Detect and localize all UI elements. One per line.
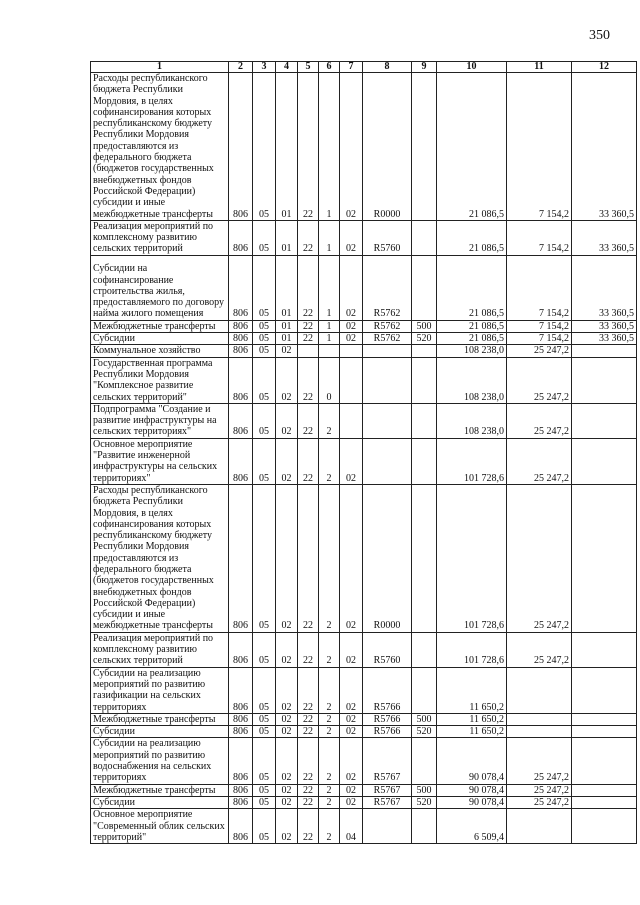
- code-section-cell: 05: [253, 796, 276, 808]
- code-subprogram-cell: 1: [319, 73, 340, 221]
- table-body: [91, 73, 637, 844]
- code-event-cell: 02: [340, 484, 363, 632]
- code-direction-cell: R5762: [363, 333, 412, 345]
- code-expense-type-cell: [412, 484, 437, 632]
- amount-year-1-cell: 108 238,0: [437, 345, 507, 357]
- code-section-cell: 05: [253, 403, 276, 438]
- code-event-cell: 02: [340, 320, 363, 332]
- code-section-cell: 05: [253, 438, 276, 484]
- code-event-cell: 02: [340, 333, 363, 345]
- table-row: [91, 726, 637, 738]
- amount-year-1-cell: 90 078,4: [437, 784, 507, 796]
- code-event-cell: 02: [340, 438, 363, 484]
- code-admin-cell: 806: [229, 738, 253, 784]
- row-name-cell: Коммунальное хозяйство: [91, 345, 229, 357]
- amount-year-2-cell: 25 247,2: [507, 796, 572, 808]
- table-row: [91, 784, 637, 796]
- code-subsection-cell: 01: [276, 255, 298, 320]
- code-expense-type-cell: [412, 220, 437, 255]
- table-row: [91, 796, 637, 808]
- code-event-cell: 02: [340, 726, 363, 738]
- amount-year-2-cell: [507, 809, 572, 844]
- code-admin-cell: 806: [229, 726, 253, 738]
- code-subsection-cell: 02: [276, 403, 298, 438]
- code-event-cell: 02: [340, 255, 363, 320]
- code-subprogram-cell: 2: [319, 738, 340, 784]
- code-section-cell: 05: [253, 357, 276, 403]
- column-header: 10: [437, 62, 507, 73]
- amount-year-3-cell: 33 360,5: [572, 255, 637, 320]
- amount-year-2-cell: 25 247,2: [507, 357, 572, 403]
- code-program-cell: 22: [298, 784, 319, 796]
- code-event-cell: 02: [340, 667, 363, 713]
- row-name-cell: Реализация мероприятий по комплексному развитию сельских территорий: [91, 220, 229, 255]
- code-subsection-cell: 02: [276, 345, 298, 357]
- code-direction-cell: [363, 403, 412, 438]
- code-event-cell: 04: [340, 809, 363, 844]
- amount-year-1-cell: 90 078,4: [437, 738, 507, 784]
- amount-year-3-cell: 33 360,5: [572, 73, 637, 221]
- code-expense-type-cell: [412, 809, 437, 844]
- code-admin-cell: 806: [229, 484, 253, 632]
- table-row: [91, 345, 637, 357]
- code-event-cell: [340, 357, 363, 403]
- column-header: 6: [319, 62, 340, 73]
- code-direction-cell: [363, 357, 412, 403]
- code-expense-type-cell: [412, 345, 437, 357]
- code-subsection-cell: 02: [276, 667, 298, 713]
- column-header: 11: [507, 62, 572, 73]
- row-name-cell: Государственная программа Республики Мордовия "Комплексное развитие сельских территорий": [91, 357, 229, 403]
- code-event-cell: 02: [340, 784, 363, 796]
- amount-year-1-cell: 21 086,5: [437, 255, 507, 320]
- code-section-cell: 05: [253, 255, 276, 320]
- code-expense-type-cell: [412, 357, 437, 403]
- amount-year-3-cell: [572, 357, 637, 403]
- code-subsection-cell: 02: [276, 713, 298, 725]
- column-header: 5: [298, 62, 319, 73]
- code-admin-cell: 806: [229, 667, 253, 713]
- code-section-cell: 05: [253, 220, 276, 255]
- row-name-cell: Основное мероприятие "Развитие инженерной инфраструктуры на сельских территориях": [91, 438, 229, 484]
- code-admin-cell: 806: [229, 73, 253, 221]
- amount-year-2-cell: 7 154,2: [507, 255, 572, 320]
- code-event-cell: 02: [340, 738, 363, 784]
- header-row: [91, 62, 637, 73]
- code-program-cell: 22: [298, 713, 319, 725]
- code-subsection-cell: 01: [276, 320, 298, 332]
- table-row: [91, 220, 637, 255]
- amount-year-2-cell: [507, 667, 572, 713]
- code-program-cell: 22: [298, 357, 319, 403]
- code-program-cell: 22: [298, 255, 319, 320]
- code-direction-cell: R5760: [363, 632, 412, 667]
- amount-year-1-cell: 6 509,4: [437, 809, 507, 844]
- row-name-cell: Субсидии на реализацию мероприятий по развитию газификации на сельских территориях: [91, 667, 229, 713]
- amount-year-2-cell: [507, 726, 572, 738]
- code-direction-cell: R5766: [363, 726, 412, 738]
- table-row: [91, 73, 637, 221]
- code-expense-type-cell: [412, 403, 437, 438]
- page-number: 350: [589, 28, 610, 43]
- amount-year-1-cell: 108 238,0: [437, 403, 507, 438]
- code-expense-type-cell: 500: [412, 784, 437, 796]
- amount-year-3-cell: 33 360,5: [572, 320, 637, 332]
- column-header: 9: [412, 62, 437, 73]
- column-header: 7: [340, 62, 363, 73]
- code-subsection-cell: 02: [276, 784, 298, 796]
- code-direction-cell: [363, 438, 412, 484]
- code-subsection-cell: 02: [276, 809, 298, 844]
- table-row: [91, 738, 637, 784]
- row-name-cell: Межбюджетные трансферты: [91, 784, 229, 796]
- code-direction-cell: R5766: [363, 713, 412, 725]
- code-direction-cell: R5762: [363, 320, 412, 332]
- amount-year-2-cell: 25 247,2: [507, 403, 572, 438]
- table-row: [91, 809, 637, 844]
- code-event-cell: 02: [340, 796, 363, 808]
- amount-year-2-cell: 7 154,2: [507, 73, 572, 221]
- code-subprogram-cell: 2: [319, 632, 340, 667]
- code-direction-cell: R5762: [363, 255, 412, 320]
- amount-year-3-cell: [572, 667, 637, 713]
- code-subsection-cell: 01: [276, 220, 298, 255]
- amount-year-3-cell: [572, 713, 637, 725]
- code-direction-cell: [363, 809, 412, 844]
- code-section-cell: 05: [253, 632, 276, 667]
- row-name-cell: Основное мероприятие "Современный облик сельских территорий": [91, 809, 229, 844]
- code-direction-cell: R0000: [363, 73, 412, 221]
- code-section-cell: 05: [253, 320, 276, 332]
- code-program-cell: 22: [298, 403, 319, 438]
- amount-year-1-cell: 90 078,4: [437, 796, 507, 808]
- code-expense-type-cell: 520: [412, 333, 437, 345]
- code-admin-cell: 806: [229, 713, 253, 725]
- code-event-cell: 02: [340, 713, 363, 725]
- table-row: [91, 357, 637, 403]
- code-subprogram-cell: 2: [319, 809, 340, 844]
- amount-year-3-cell: [572, 726, 637, 738]
- code-direction-cell: R5766: [363, 667, 412, 713]
- code-admin-cell: 806: [229, 320, 253, 332]
- amount-year-3-cell: 33 360,5: [572, 333, 637, 345]
- code-subsection-cell: 02: [276, 796, 298, 808]
- amount-year-1-cell: 21 086,5: [437, 320, 507, 332]
- code-program-cell: 22: [298, 726, 319, 738]
- amount-year-1-cell: 11 650,2: [437, 726, 507, 738]
- code-direction-cell: R5767: [363, 738, 412, 784]
- column-header: 3: [253, 62, 276, 73]
- amount-year-3-cell: [572, 403, 637, 438]
- code-event-cell: 02: [340, 73, 363, 221]
- table-row: [91, 320, 637, 332]
- code-subsection-cell: 02: [276, 726, 298, 738]
- table-row: [91, 403, 637, 438]
- row-name-cell: Реализация мероприятий по комплексному развитию сельских территорий: [91, 632, 229, 667]
- amount-year-1-cell: 11 650,2: [437, 667, 507, 713]
- code-section-cell: 05: [253, 738, 276, 784]
- code-section-cell: 05: [253, 667, 276, 713]
- amount-year-1-cell: 101 728,6: [437, 632, 507, 667]
- table-row: [91, 438, 637, 484]
- column-header: 12: [572, 62, 637, 73]
- amount-year-1-cell: 108 238,0: [437, 357, 507, 403]
- code-expense-type-cell: [412, 667, 437, 713]
- amount-year-2-cell: 25 247,2: [507, 784, 572, 796]
- table-row: [91, 333, 637, 345]
- code-direction-cell: [363, 345, 412, 357]
- code-event-cell: 02: [340, 220, 363, 255]
- code-subsection-cell: 02: [276, 438, 298, 484]
- amount-year-3-cell: [572, 738, 637, 784]
- code-direction-cell: R5767: [363, 784, 412, 796]
- code-subprogram-cell: 2: [319, 784, 340, 796]
- row-name-cell: Субсидии: [91, 726, 229, 738]
- code-program-cell: 22: [298, 809, 319, 844]
- code-expense-type-cell: [412, 738, 437, 784]
- row-name-cell: Подпрограмма "Создание и развитие инфраструктуры на сельских территориях": [91, 403, 229, 438]
- row-name-cell: Субсидии на реализацию мероприятий по развитию водоснабжения на сельских территориях: [91, 738, 229, 784]
- code-section-cell: 05: [253, 713, 276, 725]
- code-program-cell: 22: [298, 220, 319, 255]
- code-section-cell: 05: [253, 345, 276, 357]
- code-direction-cell: R0000: [363, 484, 412, 632]
- amount-year-2-cell: 25 247,2: [507, 345, 572, 357]
- code-expense-type-cell: [412, 632, 437, 667]
- row-name-cell: Расходы республиканского бюджета Республики Мордовия, в целях софинансирования которых республиканскому бюджету Республики Мордовия предоставляются из федерального бюджета (бюджетов государственных внебюджетных фондов Российской Федерации) субсидии и иные межбюджетные трансферты: [91, 73, 229, 221]
- code-program-cell: 22: [298, 333, 319, 345]
- budget-table: [90, 61, 637, 844]
- code-admin-cell: 806: [229, 632, 253, 667]
- row-name-cell: Субсидии: [91, 333, 229, 345]
- code-section-cell: 05: [253, 784, 276, 796]
- code-direction-cell: R5767: [363, 796, 412, 808]
- code-subprogram-cell: [319, 345, 340, 357]
- code-section-cell: 05: [253, 726, 276, 738]
- code-subprogram-cell: 2: [319, 726, 340, 738]
- code-expense-type-cell: 520: [412, 726, 437, 738]
- code-subprogram-cell: 2: [319, 484, 340, 632]
- code-expense-type-cell: 500: [412, 320, 437, 332]
- code-subprogram-cell: 2: [319, 796, 340, 808]
- code-event-cell: [340, 403, 363, 438]
- code-subsection-cell: 01: [276, 333, 298, 345]
- table-row: [91, 484, 637, 632]
- code-admin-cell: 806: [229, 796, 253, 808]
- amount-year-2-cell: 25 247,2: [507, 738, 572, 784]
- code-section-cell: 05: [253, 73, 276, 221]
- amount-year-2-cell: 7 154,2: [507, 320, 572, 332]
- code-subprogram-cell: 1: [319, 255, 340, 320]
- code-admin-cell: 806: [229, 784, 253, 796]
- code-subprogram-cell: 2: [319, 403, 340, 438]
- code-program-cell: 22: [298, 73, 319, 221]
- amount-year-3-cell: 33 360,5: [572, 220, 637, 255]
- code-subprogram-cell: 2: [319, 438, 340, 484]
- table-row: [91, 713, 637, 725]
- code-subsection-cell: 02: [276, 738, 298, 784]
- amount-year-2-cell: 25 247,2: [507, 632, 572, 667]
- code-subsection-cell: 02: [276, 484, 298, 632]
- table-row: [91, 632, 637, 667]
- amount-year-1-cell: 21 086,5: [437, 220, 507, 255]
- code-expense-type-cell: [412, 438, 437, 484]
- code-section-cell: 05: [253, 484, 276, 632]
- code-admin-cell: 806: [229, 220, 253, 255]
- code-program-cell: [298, 345, 319, 357]
- code-admin-cell: 806: [229, 438, 253, 484]
- code-admin-cell: 806: [229, 357, 253, 403]
- code-event-cell: [340, 345, 363, 357]
- code-subprogram-cell: 2: [319, 667, 340, 713]
- amount-year-2-cell: [507, 713, 572, 725]
- row-name-cell: Межбюджетные трансферты: [91, 320, 229, 332]
- amount-year-3-cell: [572, 784, 637, 796]
- code-expense-type-cell: 500: [412, 713, 437, 725]
- code-admin-cell: 806: [229, 345, 253, 357]
- column-header: 8: [363, 62, 412, 73]
- code-event-cell: 02: [340, 632, 363, 667]
- code-subsection-cell: 02: [276, 632, 298, 667]
- amount-year-3-cell: [572, 796, 637, 808]
- amount-year-2-cell: 7 154,2: [507, 333, 572, 345]
- amount-year-3-cell: [572, 345, 637, 357]
- code-program-cell: 22: [298, 320, 319, 332]
- code-section-cell: 05: [253, 333, 276, 345]
- column-header: 1: [91, 62, 229, 73]
- amount-year-3-cell: [572, 438, 637, 484]
- amount-year-1-cell: 101 728,6: [437, 484, 507, 632]
- amount-year-1-cell: 21 086,5: [437, 333, 507, 345]
- row-name-cell: Субсидии: [91, 796, 229, 808]
- row-name-cell: Расходы республиканского бюджета Республики Мордовия, в целях софинансирования которых республиканскому бюджету Республики Мордовия предоставляются из федерального бюджета (бюджетов государственных внебюджетных фондов Российской Федерации) субсидии и иные межбюджетные трансферты: [91, 484, 229, 632]
- table-row: [91, 667, 637, 713]
- code-subprogram-cell: 1: [319, 320, 340, 332]
- row-name-cell: Субсидии на софинансирование строительства жилья, предоставляемого по договору найма жилого помещения: [91, 255, 229, 320]
- code-program-cell: 22: [298, 738, 319, 784]
- code-subprogram-cell: 2: [319, 713, 340, 725]
- amount-year-1-cell: 21 086,5: [437, 73, 507, 221]
- code-program-cell: 22: [298, 632, 319, 667]
- code-admin-cell: 806: [229, 255, 253, 320]
- code-expense-type-cell: 520: [412, 796, 437, 808]
- row-name-cell: Межбюджетные трансферты: [91, 713, 229, 725]
- code-program-cell: 22: [298, 667, 319, 713]
- code-expense-type-cell: [412, 73, 437, 221]
- column-header: 4: [276, 62, 298, 73]
- amount-year-1-cell: 11 650,2: [437, 713, 507, 725]
- amount-year-2-cell: 25 247,2: [507, 484, 572, 632]
- code-subprogram-cell: 1: [319, 220, 340, 255]
- code-program-cell: 22: [298, 796, 319, 808]
- code-program-cell: 22: [298, 438, 319, 484]
- code-subprogram-cell: 1: [319, 333, 340, 345]
- code-direction-cell: R5760: [363, 220, 412, 255]
- code-admin-cell: 806: [229, 403, 253, 438]
- code-program-cell: 22: [298, 484, 319, 632]
- amount-year-2-cell: 7 154,2: [507, 220, 572, 255]
- code-expense-type-cell: [412, 255, 437, 320]
- code-subprogram-cell: 0: [319, 357, 340, 403]
- code-admin-cell: 806: [229, 333, 253, 345]
- code-subsection-cell: 02: [276, 357, 298, 403]
- amount-year-3-cell: [572, 632, 637, 667]
- code-admin-cell: 806: [229, 809, 253, 844]
- column-header: 2: [229, 62, 253, 73]
- amount-year-3-cell: [572, 484, 637, 632]
- code-section-cell: 05: [253, 809, 276, 844]
- code-subsection-cell: 01: [276, 73, 298, 221]
- amount-year-1-cell: 101 728,6: [437, 438, 507, 484]
- table-row: [91, 255, 637, 320]
- amount-year-3-cell: [572, 809, 637, 844]
- amount-year-2-cell: 25 247,2: [507, 438, 572, 484]
